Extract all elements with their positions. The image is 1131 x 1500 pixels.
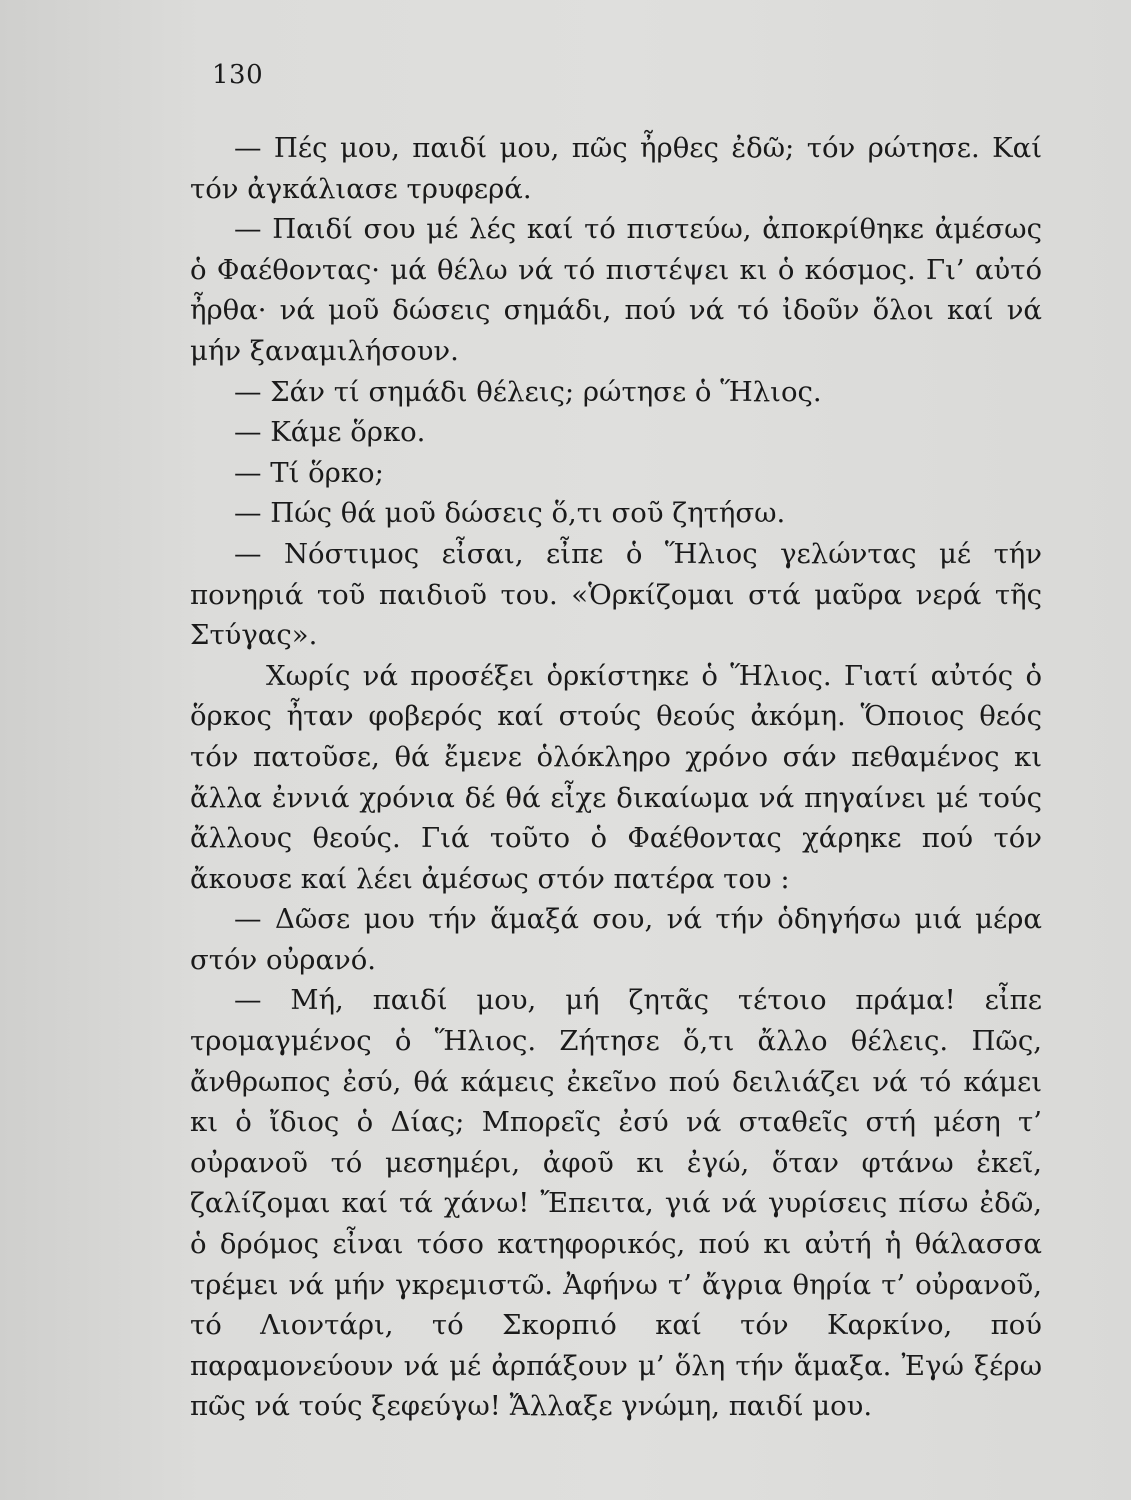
page-number: 130 [212,60,264,90]
paragraph: — Τί ὅρκο; [234,456,384,489]
paragraph: Χωρίς νά προσέξει ὁρκίστηκε ὁ Ἥλιος. Γιατί αὐτός ὁ ὅρκος ἦταν φοβερός καί στούς θεούς ἀκόμη. Ὅποιος θεός τόν πατοῦσε, θά ἔμενε ὁλόκληρο χρόνο σάν πεθαμένος κι ἄλλα ἐννιά χρόνια δέ θά εἶχε δικαίωμα νά πηγαίνει μέ τούς ἄλλους θεούς. Γιά τοῦτο ὁ Φαέθοντας χάρηκε πού τόν ἄκουσε καί λέει ἀμέσως στόν πατέρα του : [190,659,1042,895]
paragraph: — Κάμε ὅρκο. [234,416,426,449]
paragraph: — Πές μου, παιδί μου, πῶς ἦρθες ἐδῶ; τόν ρώτησε. Καί τόν ἀγκάλιασε τρυφερά. [190,132,1042,205]
paragraph: — Πώς θά μοῦ δώσεις ὅ,τι σοῦ ζητήσω. [234,497,786,530]
paragraph: — Νόστιμος εἶσαι, εἶπε ὁ Ἥλιος γελώντας μέ τήν πονηριά τοῦ παιδιοῦ του. «Ὁρκίζομαι στά μαῦρα νερά τῆς Στύγας». [190,537,1042,652]
paragraph: — Παιδί σου μέ λές καί τό πιστεύω, ἀποκρίθηκε ἀμέσως ὁ Φαέθοντας· μά θέλω νά τό πιστέψει κι ὁ κόσμος. Γι’ αὐτό ἦρθα· νά μοῦ δώσεις σημάδι, πού νά τό ἰδοῦν ὅλοι καί νά μήν ξαναμιλήσουν. [190,213,1042,367]
body-text [190,128,1042,1427]
paragraph: — Μή, παιδί μου, μή ζητᾶς τέτοιο πράμα! εἶπε τρομαγμένος ὁ Ἥλιος. Ζήτησε ὅ,τι ἄλλο θέλεις. Πῶς, ἄνθρωπος ἐσύ, θά κάμεις ἐκεῖνο πού δειλιάζει νά τό κάμει κι ὁ ἴδιος ὁ Δίας; Μπορεῖς ἐσύ νά σταθεῖς στή μέση τ’ οὐρανοῦ τό μεσημέρι, ἀφοῦ κι ἐγώ, ὅταν φτάνω ἐκεῖ, ζαλίζομαι καί τά χάνω! Ἔπειτα, γιά νά γυρίσεις πίσω ἐδῶ, ὁ δρόμος εἶναι τόσο κατηφορικός, πού κι αὐτή ἡ θάλασσα τρέμει νά μήν γκρεμιστῶ. Ἀφήνω τ’ ἄγρια θηρία τ’ οὐρανοῦ, τό Λιοντάρι, τό Σκορπιό καί τόν Καρκίνο, πού παραμονεύουν νά μέ ἀρπάξουν μ’ ὅλη τήν ἅμαξα. Ἐγώ ξέρω πῶς νά τούς ξεφεύγω! Ἄλλαξε γνώμη, παιδί μου. [190,984,1042,1423]
paragraph: — Δῶσε μου τήν ἅμαξά σου, νά τήν ὁδηγήσω μιά μέρα στόν οὐρανό. [190,903,1042,976]
paragraph: — Σάν τί σημάδι θέλεις; ρώτησε ὁ Ἥλιος. [234,375,822,408]
